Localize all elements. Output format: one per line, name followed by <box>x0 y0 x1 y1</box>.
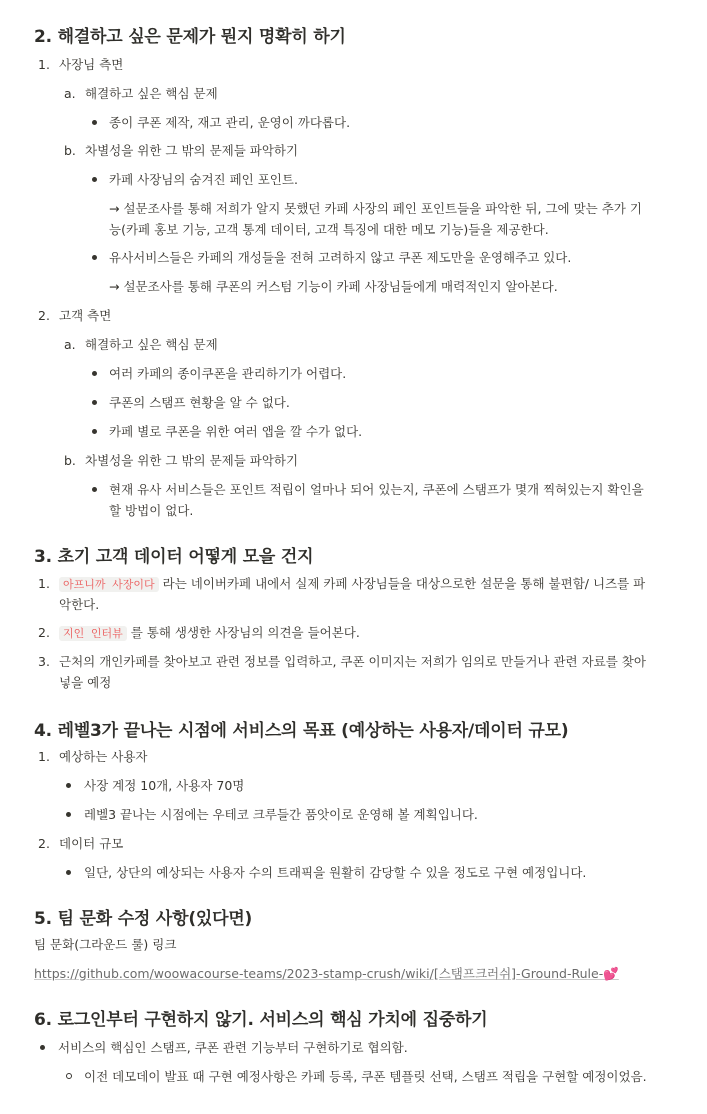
bullet-ring <box>66 1073 72 1079</box>
list-letter: b. <box>64 453 76 468</box>
heading-section-4: 4. 레벨3가 끝나는 시점에 서비스의 목표 (예상하는 사용자/데이터 규모) <box>34 721 569 741</box>
list-item-local-cafes-line1: 근처의 개인카페를 찾아보고 관련 정보를 입력하고, 쿠폰 이미지는 저희가 임의로 만들거나 관련 자료를 찾아 <box>59 654 646 669</box>
paragraph-team-culture: 팀 문화(그라운드 룰) 링크 <box>34 937 177 952</box>
heading-section-5: 5. 팀 문화 수정 사항(있다면) <box>34 909 253 929</box>
bullet-dot <box>92 371 97 376</box>
list-item-no-way-to-check-line2: 할 방법이 없다. <box>109 503 194 518</box>
list-item-stamp-status: 쿠폰의 스탬프 현황을 알 수 없다. <box>109 395 290 410</box>
list-item-naver-cafe-line2: 악한다. <box>59 597 100 612</box>
list-number: 1. <box>38 749 50 764</box>
list-item-interview <box>59 622 360 644</box>
paragraph-survey-custom: → 설문조사를 통해 쿠폰의 커스텀 기능이 카페 사장님들에게 매력적인지 알아본다. <box>109 279 558 294</box>
inline-code-cafe-name: 아프니까 사장이다 <box>59 577 159 592</box>
heading-section-2: 2. 해결하고 싶은 문제가 뭔지 명확히 하기 <box>34 27 346 47</box>
list-letter: b. <box>64 143 76 158</box>
list-item-customer-side: 고객 측면 <box>59 308 112 323</box>
heading-section-3: 3. 초기 고객 데이터 어떻게 모을 건지 <box>34 547 314 567</box>
bullet-dot <box>92 177 97 182</box>
bullet-dot <box>66 812 71 817</box>
paragraph-survey-line2: 능(카페 홍보 기능, 고객 통계 데이터, 고객 특징에 대한 메모 기능)들을 제공한다. <box>109 222 549 237</box>
list-item-demo-day: 이전 데모데이 발표 때 구현 예정사항은 카페 등록, 쿠폰 템플릿 선택, 스탬프 적립을 구현할 예정이었음. <box>84 1069 647 1084</box>
bullet-dot <box>92 487 97 492</box>
heading-section-6: 6. 로그인부터 구현하지 않기. 서비스의 핵심 가치에 집중하기 <box>34 1010 488 1030</box>
list-item-similar-services: 유사서비스들은 카페의 개성들을 전혀 고려하지 않고 쿠폰 제도만을 운영해주고 있다. <box>109 250 572 265</box>
list-item-level3-plan: 레벨3 끝나는 시점에는 우테코 크루들간 품앗이로 운영해 볼 계획입니다. <box>84 807 478 822</box>
list-item-differentiation: 차별성을 위한 그 밖의 문제들 파악하기 <box>85 453 299 468</box>
list-item-owner-side: 사장님 측면 <box>59 57 124 72</box>
list-item-hidden-pain-points: 카페 사장님의 숨겨진 페인 포인트. <box>109 172 298 187</box>
bullet-dot <box>40 1045 45 1050</box>
paragraph-survey-line1: → 설문조사를 통해 저희가 알지 못했던 카페 사장의 페인 포인트들을 파악한 뒤, 그에 맞는 추가 기 <box>109 201 642 216</box>
list-item-naver-cafe-text: 라는 네이버카페 내에서 실제 카페 사장님들을 대상으로한 설문을 통해 불편함/ 니즈를 파 <box>158 576 646 591</box>
list-item-core-features: 서비스의 핵심인 스탬프, 쿠폰 관련 기능부터 구현하기로 협의함. <box>58 1040 408 1055</box>
bullet-dot <box>92 255 97 260</box>
list-letter: a. <box>64 337 76 352</box>
list-number: 2. <box>38 308 50 323</box>
list-item-no-way-to-check-line1: 현재 유사 서비스들은 포인트 적립이 얼마나 되어 있는지, 쿠폰에 스탬프가 몇개 찍혀있는지 확인을 <box>109 482 644 497</box>
link-ground-rule[interactable]: https://github.com/woowacourse-teams/2023-stamp-crush/wiki/[스탬프크러쉬]-Ground-Rule-💕 <box>34 966 619 981</box>
list-item-interview-text: 를 통해 생생한 사장님의 의견을 들어본다. <box>126 625 360 640</box>
list-number: 2. <box>38 836 50 851</box>
list-item-paper-coupon: 종이 쿠폰 제작, 재고 관리, 운영이 까다롭다. <box>109 115 351 130</box>
inline-code-interview: 지인 인터뷰 <box>59 626 127 641</box>
list-number: 1. <box>38 576 50 591</box>
list-letter: a. <box>64 86 76 101</box>
list-item-manage-coupons: 여러 카페의 종이쿠폰을 관리하기가 어렵다. <box>109 366 347 381</box>
list-item-local-cafes-line2: 넣을 예정 <box>59 675 112 690</box>
list-item-traffic: 일단, 상단의 예상되는 사용자 수의 트래픽을 원활히 감당할 수 있을 정도로 구현 예정입니다. <box>84 865 587 880</box>
list-number: 2. <box>38 625 50 640</box>
bullet-dot <box>92 429 97 434</box>
bullet-dot <box>66 870 71 875</box>
bullet-dot <box>92 400 97 405</box>
list-item-core-problem: 해결하고 싶은 핵심 문제 <box>85 86 218 101</box>
bullet-dot <box>92 120 97 125</box>
list-item-core-problem: 해결하고 싶은 핵심 문제 <box>85 337 218 352</box>
list-number: 3. <box>38 654 50 669</box>
bullet-dot <box>66 783 71 788</box>
list-number: 1. <box>38 57 50 72</box>
list-item-expected-users: 예상하는 사용자 <box>59 749 148 764</box>
list-item-many-apps: 카페 별로 쿠폰을 위한 여러 앱을 깔 수가 없다. <box>109 424 363 439</box>
list-item-data-scale: 데이터 규모 <box>59 836 124 851</box>
list-item-differentiation: 차별성을 위한 그 밖의 문제들 파악하기 <box>85 143 299 158</box>
list-item-naver-cafe-line1 <box>59 573 645 595</box>
list-item-accounts: 사장 계정 10개, 사용자 70명 <box>84 778 245 793</box>
